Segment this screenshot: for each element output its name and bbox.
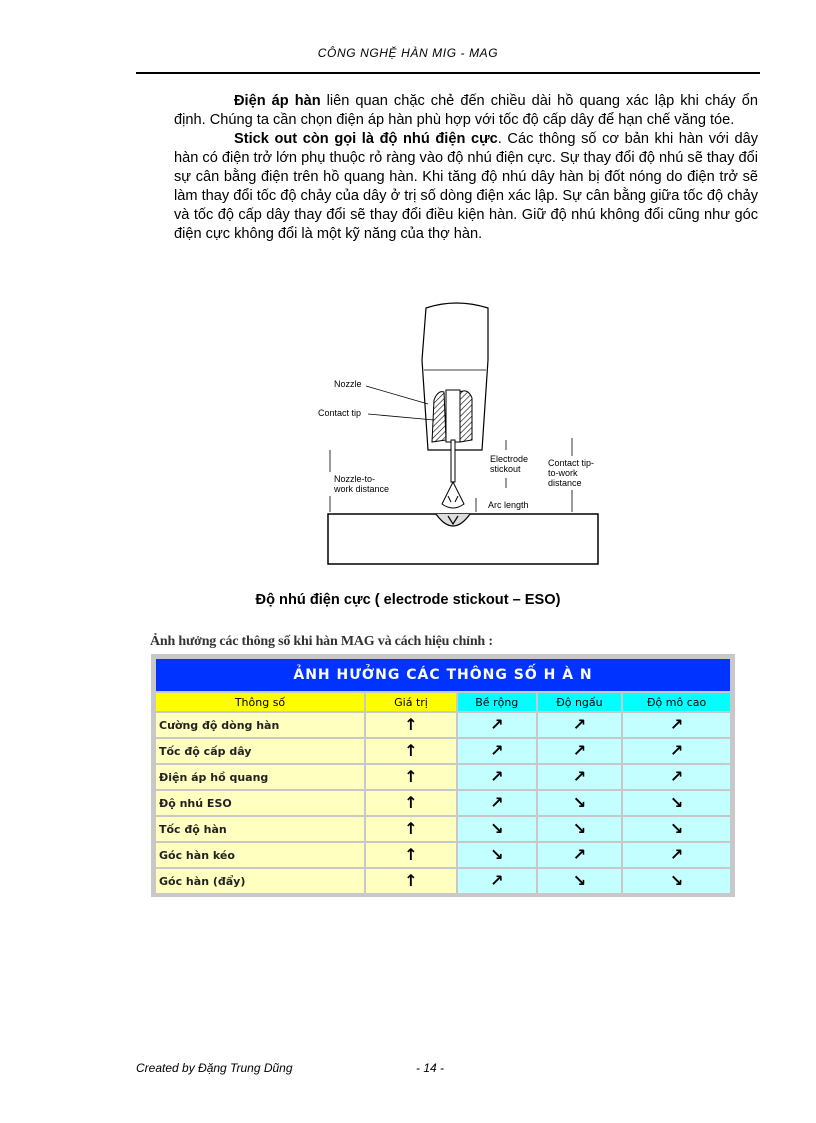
- row-name: Tốc độ cấp dây: [156, 739, 364, 763]
- arrow-down-right-icon: ↘: [490, 819, 504, 838]
- arrow-up-icon: ↑: [404, 845, 418, 864]
- arrow-up-right-icon: ↗: [572, 767, 587, 786]
- table-row: [156, 817, 730, 841]
- arrow-down-right-icon: ↘: [572, 871, 587, 890]
- col-header-width: Bề rộng: [458, 693, 536, 711]
- parameters-table: [154, 657, 732, 895]
- arrow-up-right-icon: ↗: [572, 741, 587, 760]
- term-stickout: Stick out còn gọi là độ nhú điện cực: [234, 131, 498, 147]
- table-row: [156, 713, 730, 737]
- arrow-up-right-icon: ↗: [669, 845, 684, 864]
- footer-author: Created by Đặng Trung Dũng: [136, 1061, 293, 1075]
- paragraph-stickout: [174, 130, 758, 244]
- electrode-wire: [451, 440, 455, 482]
- label-contact-tip: Contact tip: [318, 408, 362, 418]
- arrow-up-icon: ↑: [404, 871, 418, 890]
- col-header-penetration: Độ ngấu: [538, 693, 622, 711]
- arc-shape: [442, 482, 464, 508]
- table-row: [156, 739, 730, 763]
- arrow-up-icon: ↑: [404, 741, 418, 760]
- label-ctw-1: Contact tip-: [548, 458, 595, 468]
- body-text: [174, 92, 758, 244]
- figure-caption: Độ nhú điện cực ( electrode stickout – ESO): [255, 592, 561, 608]
- arrow-up-right-icon: ↗: [669, 767, 684, 786]
- paragraph-2-text: . Các thông số cơ bản khi hàn với dây hàn có điện trở lớn phụ thuộc rỏ ràng vào độ nhú điện cực. Sự thay đổi độ nhú sẽ thay đổi sự cân bằng điện trên hồ quang hàn. Khi tăng độ nhú dây hàn bị đốt nóng do điện trở sẽ làm thay đổi tốc độ chảy của dây ở trị số dòng điện xác lập. Sự cân bằng giữa tốc độ chảy và tốc độ cấp dây thay đổi sẽ thay đổi điều kiện hàn. Giữ độ nhú không đổi cũng như góc điện cực không đổi là một kỹ năng của thợ hàn.: [174, 131, 759, 242]
- row-name: Góc hàn (đẩy): [156, 869, 364, 893]
- arrow-up-right-icon: ↗: [490, 715, 504, 734]
- label-ntw-2: work distance: [334, 484, 390, 494]
- label-stickout: stickout: [490, 464, 521, 474]
- arrow-up-right-icon: ↗: [490, 767, 504, 786]
- parameters-table-frame: [151, 654, 735, 897]
- row-name: Cường độ dòng hàn: [156, 713, 364, 737]
- arrow-down-right-icon: ↘: [572, 819, 587, 838]
- row-name: Độ nhú ESO: [156, 791, 364, 815]
- table-row: [156, 791, 730, 815]
- arrow-down-right-icon: ↘: [669, 793, 684, 812]
- col-header-parameter: Thông số: [156, 693, 364, 711]
- arrow-up-right-icon: ↗: [490, 871, 504, 890]
- contact-tip-right: [460, 391, 472, 442]
- label-ctw-3: distance: [548, 478, 582, 488]
- arrow-up-icon: ↑: [404, 819, 418, 838]
- col-header-height: Độ mô cao: [623, 693, 730, 711]
- label-ntw-1: Nozzle-to-: [334, 474, 376, 484]
- arrow-up-icon: ↑: [404, 715, 418, 734]
- page-number: - 14 -: [416, 1061, 445, 1075]
- arrow-up-right-icon: ↗: [490, 741, 504, 760]
- contact-tip-center: [446, 390, 460, 442]
- table-row: [156, 843, 730, 867]
- table-heading: ẢNH HƯỞNG CÁC THÔNG SỐ H À N: [156, 659, 730, 691]
- arrow-up-right-icon: ↗: [572, 715, 587, 734]
- arrow-down-right-icon: ↘: [669, 819, 684, 838]
- arrow-up-right-icon: ↗: [572, 845, 587, 864]
- arrow-down-right-icon: ↘: [490, 845, 504, 864]
- contact-tip-left: [432, 392, 446, 442]
- label-arc-length: Arc length: [488, 500, 529, 510]
- table-row: [156, 765, 730, 789]
- label-ctw-2: to-work: [548, 468, 578, 478]
- stickout-diagram: [316, 300, 616, 570]
- table-row: [156, 869, 730, 893]
- table-intro: Ảnh hưởng các thông số khi hàn MAG và cách hiệu chỉnh :: [150, 634, 493, 649]
- arrow-up-right-icon: ↗: [669, 715, 684, 734]
- label-electrode: Electrode: [490, 454, 529, 464]
- arrow-down-right-icon: ↘: [669, 871, 684, 890]
- arrow-up-right-icon: ↗: [490, 793, 504, 812]
- col-header-value: Giá trị: [366, 693, 456, 711]
- arrow-up-icon: ↑: [404, 767, 418, 786]
- header-rule: [136, 72, 760, 74]
- term-welding-voltage: Điện áp hàn: [234, 93, 321, 109]
- row-name: Tốc độ hàn: [156, 817, 364, 841]
- paragraph-welding-voltage: [174, 92, 758, 130]
- paragraph-1-text: liên quan chặc chẻ đến chiều dài hồ quang xác lập khi cháy ổn định. Chúng ta cần chọn điện áp hàn phù hợp với tốc độ cấp dây để hạn chế văng tóe.: [174, 93, 758, 128]
- arrow-up-right-icon: ↗: [669, 741, 684, 760]
- row-name: Góc hàn kéo: [156, 843, 364, 867]
- page-header: CÔNG NGHỆ HÀN MIG - MAG: [317, 46, 499, 60]
- arrow-up-icon: ↑: [404, 793, 418, 812]
- row-name: Điện áp hồ quang: [156, 765, 364, 789]
- arrow-down-right-icon: ↘: [572, 793, 587, 812]
- label-nozzle: Nozzle: [334, 379, 362, 389]
